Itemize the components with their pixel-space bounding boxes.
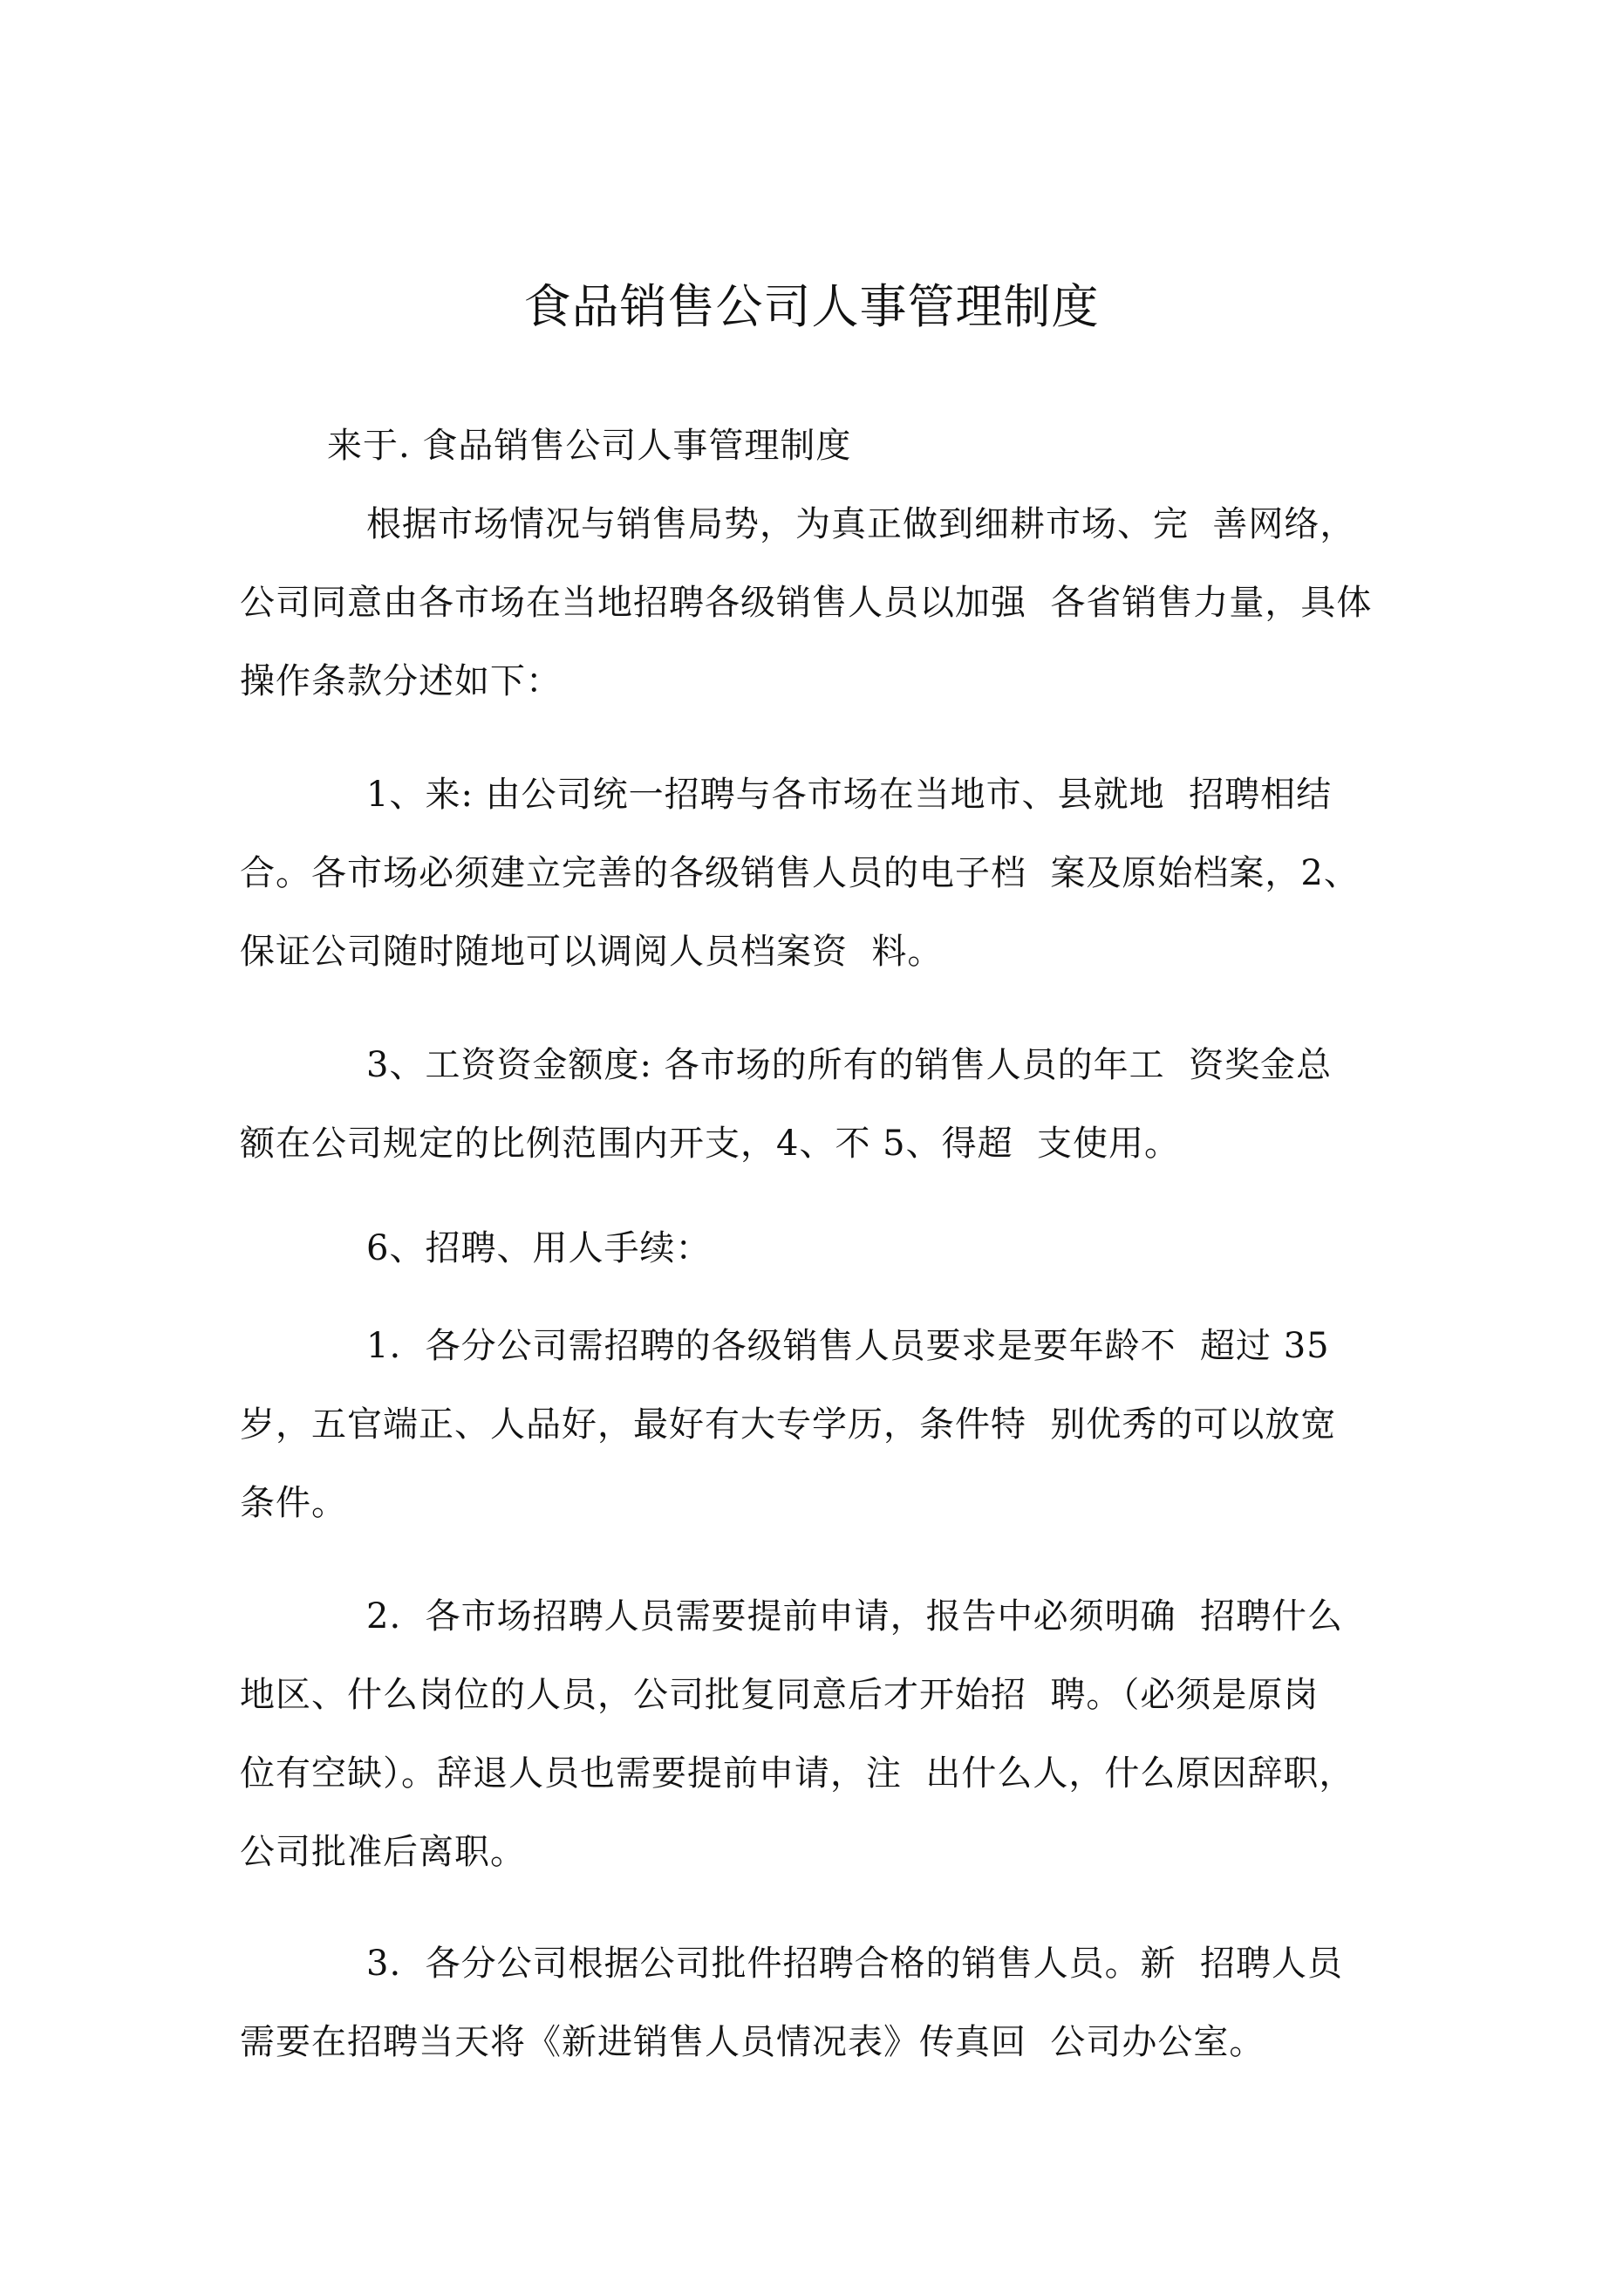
paragraph-line: 位有空缺）。辞退人员也需要提前申请，注 出什么人，什么原因辞职，: [240, 1753, 1355, 1794]
paragraph-line: 需要在招聘当天将《新进销售人员情况表》传真回 公司办公室。: [240, 2022, 1265, 2062]
paragraph-line: 1、来: 由公司统一招聘与各市场在当地市、县就地 招聘相结: [366, 775, 1333, 815]
document-title: 食品销售公司人事管理制度: [523, 279, 1100, 334]
paragraph-line: 6、招聘、用人手续：: [366, 1228, 712, 1268]
paragraph-line: 根据市场情况与销售局势，为真正做到细耕市场、完 善网络，: [366, 504, 1356, 544]
paragraph-line: 1. 各分公司需招聘的各级销售人员要求是要年龄不 超过 35: [366, 1326, 1330, 1366]
paragraph-line: 地区、什么岗位的人员，公司批复同意后才开始招 聘。（必须是原岗: [240, 1675, 1320, 1715]
paragraph-line: 保证公司随时随地可以调阅人员档案资 料。: [240, 932, 944, 972]
paragraph-line: 3. 各分公司根据公司批件招聘合格的销售人员。新 招聘人员: [366, 1944, 1344, 1984]
paragraph-line: 3、工资资金额度: 各市场的所有的销售人员的年工 资奖金总: [366, 1045, 1333, 1085]
paragraph-line: 额在公司规定的比例范围内开支，4、不 5、得超 支使用。: [240, 1124, 1181, 1164]
paragraph-line: 公司批准后离职。: [240, 1832, 526, 1872]
paragraph-line: 2. 各市场招聘人员需要提前申请，报告中必须明确 招聘什么: [366, 1596, 1344, 1637]
source-line: 来于. 食品销售公司人事管理制度: [327, 426, 852, 466]
paragraph-line: 合。各市场必须建立完善的各级销售人员的电子档 案及原始档案，2、: [240, 853, 1360, 893]
paragraph-line: 公司同意由各市场在当地招聘各级销售人员以加强 各省销售力量，具体: [240, 583, 1373, 623]
paragraph-line: 操作条款分述如下：: [240, 661, 562, 701]
paragraph-line: 岁，五官端正、人品好，最好有大专学历，条件特 别优秀的可以放宽: [240, 1404, 1337, 1445]
paragraph-line: 条件。: [240, 1483, 347, 1523]
